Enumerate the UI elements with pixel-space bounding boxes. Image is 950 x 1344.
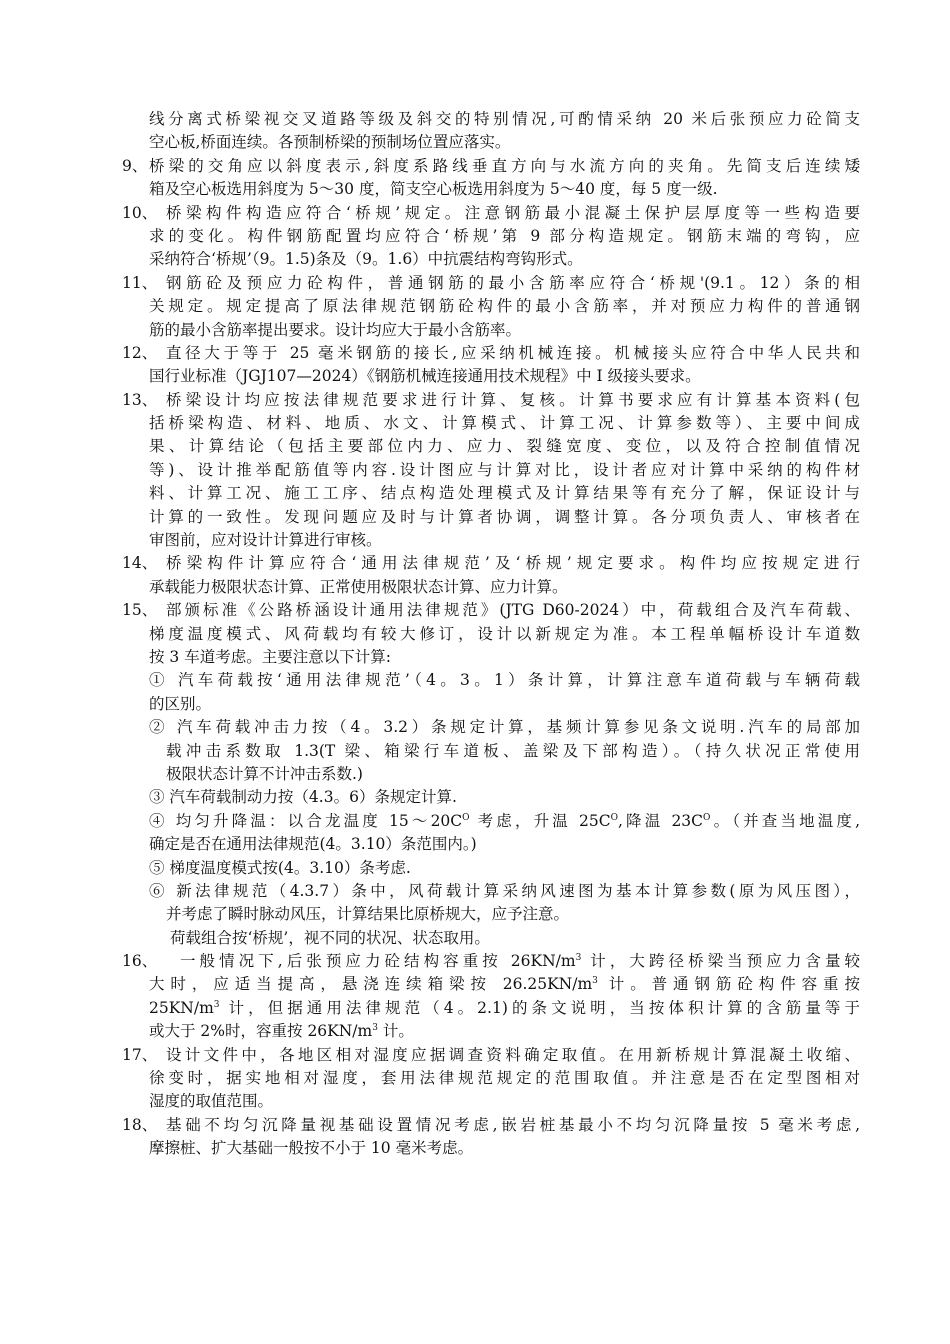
text-line bbox=[0, 623, 950, 646]
superscript: 3 bbox=[575, 953, 582, 964]
line-text bbox=[180, 950, 860, 973]
line-text: 徐变时，据实地相对湿度，套用法律规范规定的范围取值。并注意是否在定型图相对 bbox=[149, 1069, 860, 1088]
line-text: 按 3 车道考虑。主要注意以下计算: bbox=[149, 647, 391, 666]
text-line bbox=[0, 248, 950, 271]
text-line bbox=[0, 786, 950, 809]
text-line bbox=[0, 1067, 950, 1090]
line-text: 极限状态计算不计冲击系数.) bbox=[166, 764, 363, 783]
line-text: ① 汽车荷载按‘通用法律规范’（4。3。1）条计算，计算注意车道荷载与车辆荷载 bbox=[149, 671, 860, 690]
line-text: 部颁标准《公路桥涵设计通用法律规范》(JTG D60-2024）中，荷载组合及汽车荷载、 bbox=[166, 601, 860, 620]
text-line bbox=[0, 763, 950, 786]
text-line bbox=[0, 342, 950, 365]
text-line bbox=[0, 833, 950, 856]
superscript: O bbox=[462, 812, 470, 823]
text-line bbox=[0, 155, 950, 178]
text-fragment: 或大于 2%时，容重按 26KN/m bbox=[149, 1022, 373, 1041]
text-line bbox=[0, 950, 950, 973]
line-text bbox=[149, 1020, 414, 1043]
text-line bbox=[0, 389, 950, 412]
line-text: 箱及空心板选用斜度为 5～30 度，简支空心板选用斜度为 5～40 度，每 5 度一级. bbox=[149, 180, 718, 199]
item-number: 18、 bbox=[122, 1115, 158, 1134]
line-text: 料、计算工况、施工工序、结点构造处理模式及计算结果等有充分了解，保证设计与 bbox=[149, 484, 860, 503]
line-text bbox=[149, 973, 860, 996]
line-text: 求的变化。构件钢筋配置均应符合‘桥规’第 9 部分构造规定。钢筋末端的弯钩，应 bbox=[149, 226, 860, 245]
line-text: ⑥ 新法律规范（4.3.7）条中，风荷载计算采纳风速图为基本计算参数(原为风压图）， bbox=[149, 881, 860, 900]
item-number: 9、 bbox=[122, 156, 148, 175]
text-line bbox=[0, 880, 950, 903]
line-text: 审图前，应对设计计算进行审核。 bbox=[149, 531, 382, 550]
text-fragment: 25KN/m bbox=[149, 998, 214, 1017]
text-line bbox=[0, 599, 950, 622]
line-text: 等)、设计推举配筋值等内容.设计图应与计算对比，设计者应对计算中采纳的构件材 bbox=[149, 460, 860, 479]
text-line bbox=[0, 857, 950, 880]
line-text: 果、计算结论（包括主要部位内力、应力、裂缝宽度、变位，以及符合控制值情况 bbox=[149, 437, 860, 456]
text-line bbox=[0, 1114, 950, 1137]
text-line bbox=[0, 927, 950, 950]
text-fragment: 计，大跨径桥梁当预应力含量较 bbox=[581, 952, 860, 971]
line-text: 确定是否在通用法律规范(4。3.10）条范围内。) bbox=[149, 835, 477, 854]
text-line bbox=[0, 225, 950, 248]
text-line bbox=[0, 506, 950, 529]
line-text bbox=[149, 810, 860, 833]
line-text bbox=[149, 997, 860, 1020]
line-text: 国行业标准（JGJ107—2024）《钢筋机械连接通用技术规程》中 I 级接头要求。 bbox=[149, 367, 701, 386]
line-text: 载冲击系数取 1.3(T 梁、箱梁行车道板、盖梁及下部构造）。（持久状况正常使用 bbox=[166, 741, 860, 760]
text-line bbox=[0, 552, 950, 575]
text-line bbox=[0, 716, 950, 739]
text-line bbox=[0, 1020, 950, 1043]
line-text: 荷载组合按‘桥规’，视不同的状况、状态取用。 bbox=[170, 928, 490, 947]
text-line bbox=[0, 973, 950, 996]
item-number: 10、 bbox=[122, 203, 158, 222]
text-line bbox=[0, 272, 950, 295]
text-fragment: 计。 bbox=[377, 1022, 414, 1041]
text-fragment: ④ 均匀升降温：以合龙温度 15～20C bbox=[149, 811, 463, 830]
line-text: 关规定。规定提高了原法律规范钢筋砼构件的最小含筋率，并对预应力构件的普通钢 bbox=[149, 297, 860, 316]
line-text: 桥梁设计均应按法律规范要求进行计算、复核。计算书要求应有计算基本资料(包 bbox=[166, 390, 860, 409]
text-line bbox=[0, 903, 950, 926]
text-fragment: ,降温 23C bbox=[617, 811, 704, 830]
line-text: 梯度温度模式、风荷载均有较大修订，设计以新规定为准。本工程单幅桥设计车道数 bbox=[149, 624, 860, 643]
line-text: 桥梁的交角应以斜度表示,斜度系路线垂直方向与水流方向的夹角。先简支后连续矮 bbox=[149, 156, 860, 175]
line-text: 采纳符合‘桥规’（9。1.5)条及（9。1.6）中抗震结构弯钩形式。 bbox=[149, 250, 583, 269]
text-line bbox=[0, 412, 950, 435]
line-text: ③ 汽车荷载制动力按（4.3。6）条规定计算. bbox=[149, 788, 457, 807]
line-text: 桥梁构件构造应符合‘桥规’规定。注意钢筋最小混凝土保护层厚度等一些构造要 bbox=[166, 203, 860, 222]
text-line bbox=[0, 576, 950, 599]
line-text: 设计文件中，各地区相对湿度应据调查资料确定取值。在用新桥规计算混凝土收缩、 bbox=[166, 1045, 860, 1064]
text-line bbox=[0, 365, 950, 388]
text-line bbox=[0, 646, 950, 669]
text-line bbox=[0, 669, 950, 692]
line-text: 桥梁构件计算应符合‘通用法律规范’及‘桥规’规定要求。构件均应按规定进行 bbox=[166, 554, 860, 573]
item-number: 15、 bbox=[122, 601, 158, 620]
line-text: ⑤ 梯度温度模式按(4。3.10）条考虑. bbox=[149, 858, 411, 877]
text-line bbox=[0, 997, 950, 1020]
text-line bbox=[0, 202, 950, 225]
line-text: 并考虑了瞬时脉动风压，计算结果比原桥规大，应予注意。 bbox=[166, 905, 570, 924]
line-text: 括桥梁构造、材料、地质、水文、计算模式、计算工况、计算参数等）、主要中间成 bbox=[149, 414, 860, 433]
line-text: 计算的一致性。发现问题应及时与计算者协调，调整计算。各分项负责人、审核者在 bbox=[149, 507, 860, 526]
text-fragment: 计，但据通用法律规范（4。2.1)的条文说明，当按体积计算的含筋量等于 bbox=[219, 998, 860, 1017]
superscript: 3 bbox=[213, 999, 220, 1010]
text-fragment: 大时，应适当提高，悬浇连续箱梁按 26.25KN/m bbox=[149, 975, 593, 994]
text-line bbox=[0, 108, 950, 131]
text-line bbox=[0, 810, 950, 833]
line-text: 直径大于等于 25 毫米钢筋的接长,应采纳机械连接。机械接头应符合中华人民共和 bbox=[166, 343, 860, 362]
item-number: 17、 bbox=[122, 1045, 158, 1064]
line-text: 摩擦桩、扩大基础一般按不小于 10 毫米考虑。 bbox=[149, 1139, 474, 1158]
document-body bbox=[0, 108, 950, 1161]
text-line bbox=[0, 693, 950, 716]
text-fragment: 计。普通钢筋砼构件容重按 bbox=[597, 975, 860, 994]
text-line bbox=[0, 1090, 950, 1113]
superscript: 3 bbox=[592, 976, 598, 987]
superscript: O bbox=[703, 812, 711, 823]
text-line bbox=[0, 319, 950, 342]
text-line bbox=[0, 482, 950, 505]
superscript: O bbox=[610, 812, 618, 823]
text-line bbox=[0, 1137, 950, 1160]
text-line bbox=[0, 529, 950, 552]
item-number: 11、 bbox=[122, 273, 158, 292]
superscript: 3 bbox=[372, 1023, 378, 1034]
line-text: 钢筋砼及预应力砼构件，普通钢筋的最小含筋率应符合‘桥规'(9.1。12）条的相 bbox=[166, 273, 860, 292]
line-text: ② 汽车荷载冲击力按（4。3.2）条规定计算，基频计算参见条文说明.汽车的局部加 bbox=[149, 718, 860, 737]
text-fragment: 考虑，升温 25C bbox=[469, 811, 611, 830]
text-line bbox=[0, 740, 950, 763]
text-line bbox=[0, 1044, 950, 1067]
line-text: 基础不均匀沉降量视基础设置情况考虑,嵌岩桩基最小不均匀沉降量按 5 毫米考虑, bbox=[166, 1115, 860, 1134]
text-fragment: 一般情况下,后张预应力砼结构容重按 26KN/m bbox=[180, 952, 576, 971]
line-text: 的区别。 bbox=[149, 694, 212, 713]
text-fragment: 。（并查当地温度, bbox=[710, 811, 860, 830]
item-number: 13、 bbox=[122, 390, 158, 409]
line-text: 筋的最小含筋率提出要求。设计均应大于最小含筋率。 bbox=[149, 320, 522, 339]
text-line bbox=[0, 459, 950, 482]
line-text: 湿度的取值范围。 bbox=[149, 1092, 274, 1111]
line-text: 线分离式桥梁视交叉道路等级及斜交的特别情况,可酌情采纳 20 米后张预应力砼简支 bbox=[149, 110, 860, 128]
line-text: 承载能力极限状态计算、正常使用极限状态计算、应力计算。 bbox=[149, 577, 568, 596]
item-number: 14、 bbox=[122, 554, 158, 573]
text-line bbox=[0, 131, 950, 154]
text-line bbox=[0, 435, 950, 458]
item-number: 16、 bbox=[122, 952, 158, 971]
line-text: 空心板,桥面连续。各预制桥梁的预制场位置应落实。 bbox=[149, 133, 511, 152]
text-line bbox=[0, 178, 950, 201]
item-number: 12、 bbox=[122, 343, 158, 362]
text-line bbox=[0, 295, 950, 318]
